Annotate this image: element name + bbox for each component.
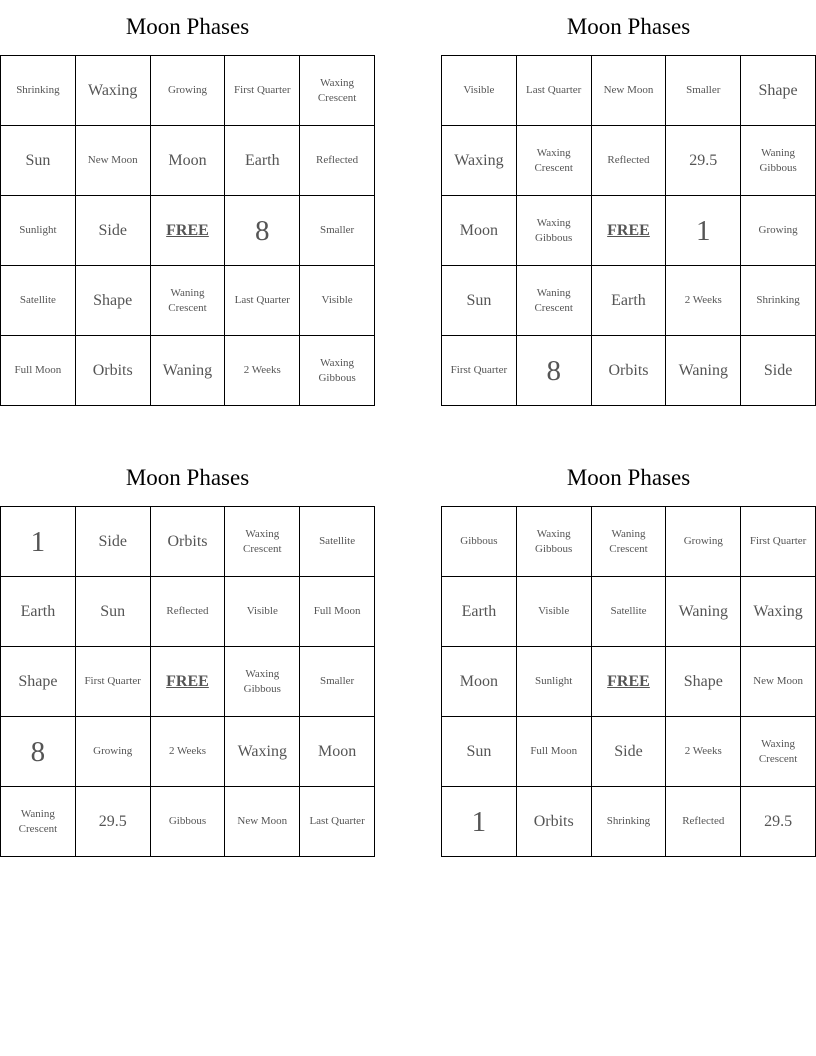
grid-cell: First Quarter <box>75 647 150 717</box>
grid-cell: 2 Weeks <box>666 717 741 787</box>
grid-cell: Waning Crescent <box>150 266 225 336</box>
grid-cell: Waxing Gibbous <box>516 507 591 577</box>
grid-cell: Side <box>741 336 816 406</box>
grid-row <box>442 266 816 336</box>
grid-cell: 1 <box>1 507 76 577</box>
grid-row <box>1 787 375 857</box>
bingo-card <box>441 0 816 406</box>
grid-cell: First Quarter <box>741 507 816 577</box>
grid-cell: Visible <box>442 56 517 126</box>
grid-cell: 2 Weeks <box>666 266 741 336</box>
grid-cell: New Moon <box>75 126 150 196</box>
grid-row <box>1 266 375 336</box>
grid-cell: 29.5 <box>741 787 816 857</box>
grid-row <box>1 56 375 126</box>
grid-cell: Satellite <box>300 507 375 577</box>
free-space: FREE <box>150 196 225 266</box>
grid-cell: Waning Crescent <box>591 507 666 577</box>
grid-cell: 8 <box>1 717 76 787</box>
grid-cell: Side <box>75 507 150 577</box>
grid-cell: Reflected <box>591 126 666 196</box>
grid-cell: Shrinking <box>591 787 666 857</box>
grid-row <box>1 717 375 787</box>
grid-cell: Waxing Crescent <box>741 717 816 787</box>
grid-cell: Reflected <box>150 577 225 647</box>
grid-row <box>1 336 375 406</box>
grid-cell: Sunlight <box>516 647 591 717</box>
grid-cell: Orbits <box>150 507 225 577</box>
grid-cell: Last Quarter <box>300 787 375 857</box>
grid-cell: Gibbous <box>442 507 517 577</box>
grid-cell: Waning Crescent <box>1 787 76 857</box>
grid-row <box>442 787 816 857</box>
grid-row <box>442 717 816 787</box>
grid-cell: Shrinking <box>1 56 76 126</box>
grid-cell: Full Moon <box>1 336 76 406</box>
grid-cell: Reflected <box>300 126 375 196</box>
grid-cell: 29.5 <box>75 787 150 857</box>
grid-cell: First Quarter <box>225 56 300 126</box>
grid-cell: Orbits <box>591 336 666 406</box>
grid-cell: Growing <box>666 507 741 577</box>
grid-cell: Waxing <box>75 56 150 126</box>
grid-row <box>442 336 816 406</box>
bingo-grid <box>441 55 816 406</box>
grid-cell: Full Moon <box>300 577 375 647</box>
grid-row <box>442 507 816 577</box>
grid-cell: Sun <box>75 577 150 647</box>
grid-cell: Waxing <box>442 126 517 196</box>
grid-cell: Reflected <box>666 787 741 857</box>
grid-cell: Waning Crescent <box>516 266 591 336</box>
grid-cell: Shrinking <box>741 266 816 336</box>
grid-cell: Earth <box>442 577 517 647</box>
grid-cell: 2 Weeks <box>150 717 225 787</box>
grid-cell: Moon <box>442 647 517 717</box>
grid-cell: Sunlight <box>1 196 76 266</box>
grid-cell: Shape <box>666 647 741 717</box>
grid-cell: Smaller <box>666 56 741 126</box>
free-space: FREE <box>150 647 225 717</box>
grid-cell: Moon <box>150 126 225 196</box>
grid-cell: Sun <box>1 126 76 196</box>
grid-cell: Waxing Crescent <box>225 507 300 577</box>
grid-cell: Last Quarter <box>225 266 300 336</box>
grid-row <box>442 196 816 266</box>
grid-cell: Shape <box>1 647 76 717</box>
grid-cell: Growing <box>150 56 225 126</box>
grid-cell: Waxing Crescent <box>516 126 591 196</box>
grid-row <box>442 56 816 126</box>
bingo-card <box>0 0 375 406</box>
card-title: Moon Phases <box>566 465 691 490</box>
free-space: FREE <box>591 196 666 266</box>
grid-cell: Waxing Gibbous <box>516 196 591 266</box>
bingo-grid <box>0 55 375 406</box>
grid-cell: First Quarter <box>442 336 517 406</box>
grid-cell: Orbits <box>75 336 150 406</box>
bingo-card <box>0 451 375 857</box>
grid-row <box>442 126 816 196</box>
grid-cell: Shape <box>741 56 816 126</box>
bingo-grid <box>441 506 816 857</box>
grid-cell: New Moon <box>225 787 300 857</box>
grid-cell: Orbits <box>516 787 591 857</box>
grid-cell: Waxing Gibbous <box>225 647 300 717</box>
grid-cell: Side <box>75 196 150 266</box>
grid-cell: 8 <box>516 336 591 406</box>
grid-cell: Gibbous <box>150 787 225 857</box>
card-title: Moon Phases <box>125 465 250 490</box>
card-title: Moon Phases <box>566 14 691 39</box>
grid-cell: Waning <box>666 577 741 647</box>
grid-cell: Waning Gibbous <box>741 126 816 196</box>
grid-cell: Smaller <box>300 196 375 266</box>
grid-row <box>1 647 375 717</box>
grid-cell: Sun <box>442 717 517 787</box>
grid-cell: Waxing <box>741 577 816 647</box>
grid-cell: Moon <box>300 717 375 787</box>
grid-cell: 1 <box>666 196 741 266</box>
grid-cell: Moon <box>442 196 517 266</box>
grid-cell: Visible <box>225 577 300 647</box>
grid-row <box>1 196 375 266</box>
grid-cell: Full Moon <box>516 717 591 787</box>
grid-cell: Last Quarter <box>516 56 591 126</box>
grid-cell: Satellite <box>1 266 76 336</box>
grid-cell: 8 <box>225 196 300 266</box>
grid-cell: Earth <box>591 266 666 336</box>
bingo-grid <box>0 506 375 857</box>
card-title: Moon Phases <box>125 14 250 39</box>
grid-cell: Smaller <box>300 647 375 717</box>
bingo-card <box>441 451 816 857</box>
grid-cell: Waning <box>666 336 741 406</box>
grid-cell: Sun <box>442 266 517 336</box>
grid-cell: New Moon <box>741 647 816 717</box>
grid-cell: Growing <box>741 196 816 266</box>
grid-cell: Waxing Gibbous <box>300 336 375 406</box>
grid-cell: Earth <box>225 126 300 196</box>
grid-cell: 1 <box>442 787 517 857</box>
grid-cell: Waning <box>150 336 225 406</box>
grid-row <box>442 577 816 647</box>
grid-cell: 2 Weeks <box>225 336 300 406</box>
grid-cell: Shape <box>75 266 150 336</box>
grid-row <box>1 577 375 647</box>
grid-cell: Waxing Crescent <box>300 56 375 126</box>
grid-cell: Waxing <box>225 717 300 787</box>
free-space: FREE <box>591 647 666 717</box>
grid-cell: 29.5 <box>666 126 741 196</box>
grid-row <box>1 507 375 577</box>
grid-cell: Growing <box>75 717 150 787</box>
grid-cell: Visible <box>516 577 591 647</box>
grid-cell: Satellite <box>591 577 666 647</box>
grid-row <box>1 126 375 196</box>
grid-cell: Visible <box>300 266 375 336</box>
grid-cell: Side <box>591 717 666 787</box>
grid-cell: New Moon <box>591 56 666 126</box>
grid-cell: Earth <box>1 577 76 647</box>
grid-row <box>442 647 816 717</box>
